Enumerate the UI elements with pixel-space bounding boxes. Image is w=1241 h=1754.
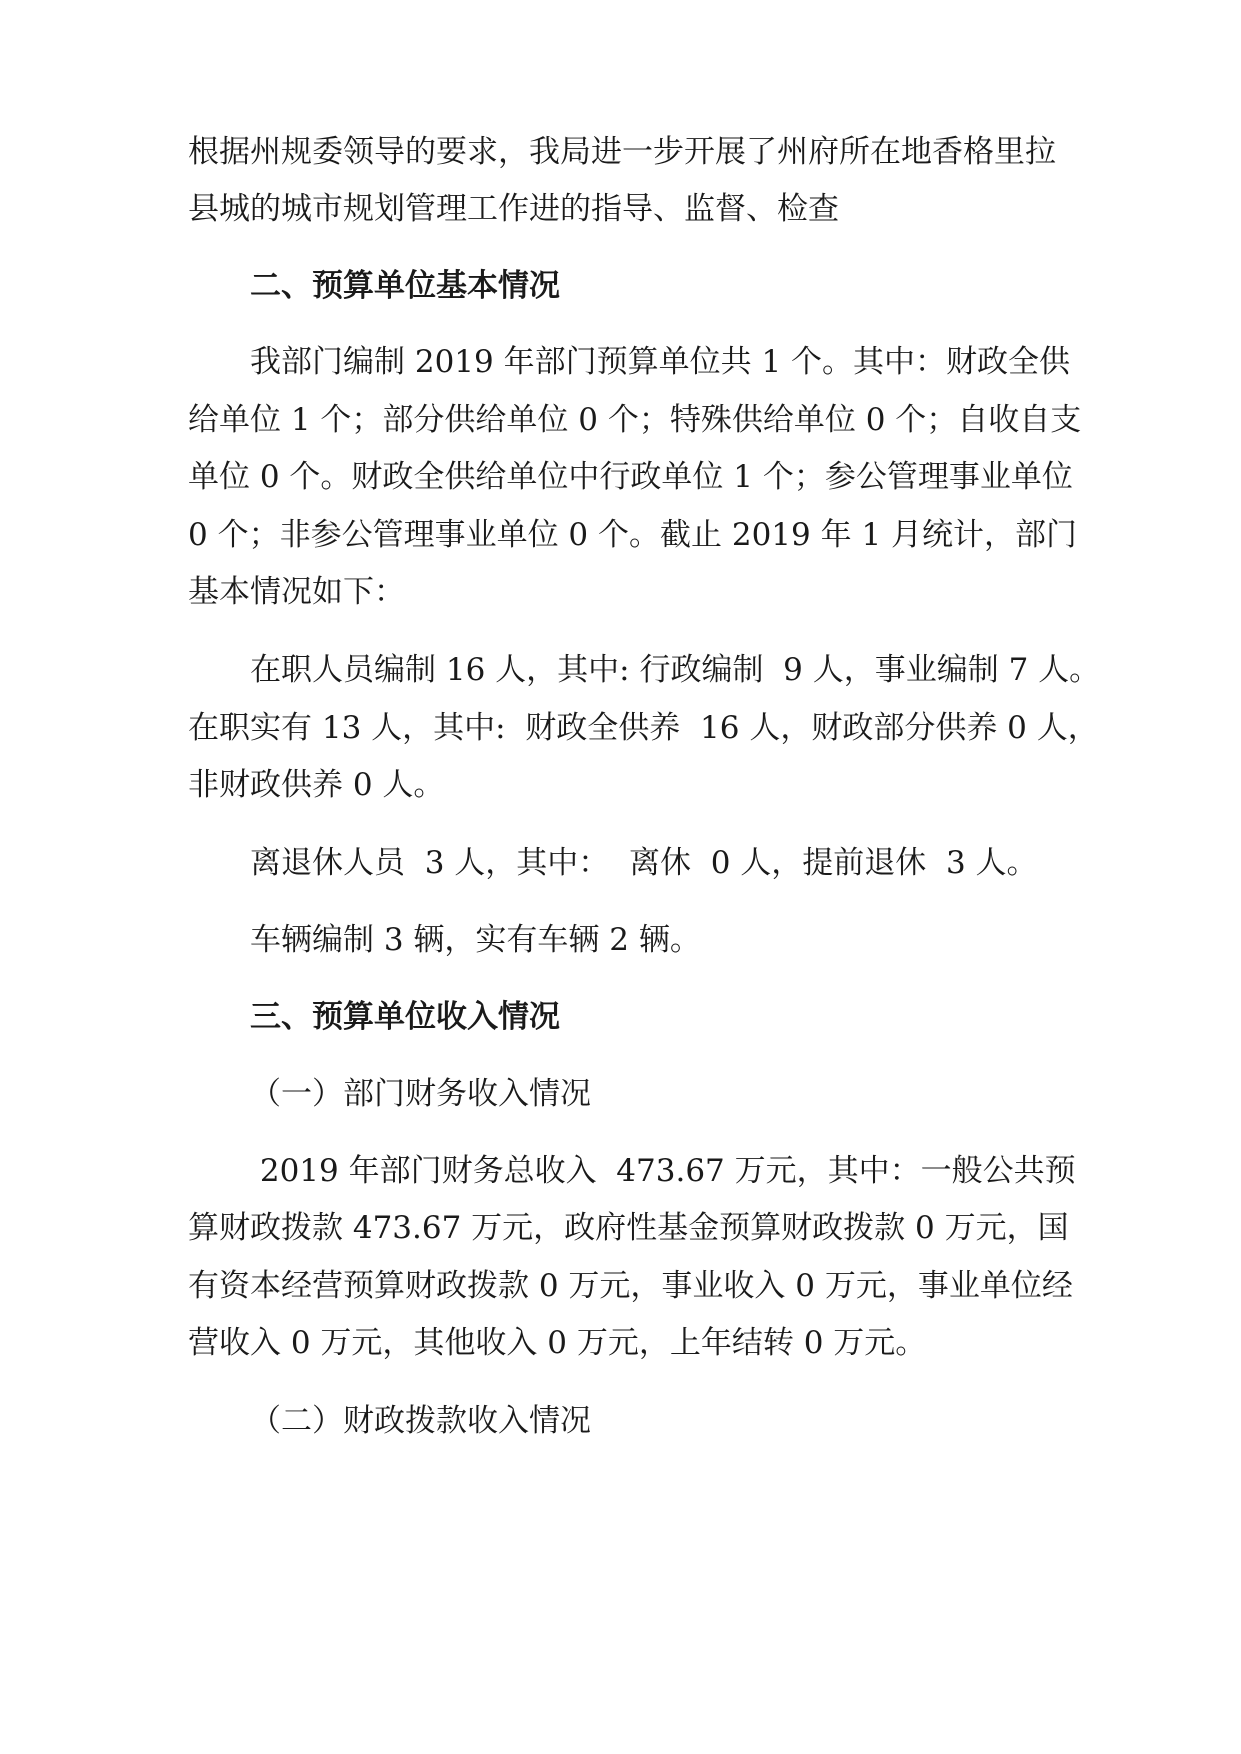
body-text-line: 非财政供养 0 人。 [188,767,445,803]
body-text-line: 给单位 1 个；部分供给单位 0 个；特殊供给单位 0 个；自收自支 [188,402,1082,438]
body-text-line: 0 个；非参公管理事业单位 0 个。截止 2019 年 1 月统计，部门 [188,517,1078,553]
body-text-line: 在职实有 13 人，其中: 财政全供养 16 人，财政部分供养 0 人， [188,710,1099,746]
body-text-line: 算财政拨款 473.67 万元，政府性基金预算财政拨款 0 万元，国 [188,1210,1069,1246]
body-text-line: 有资本经营预算财政拨款 0 万元，事业收入 0 万元，事业单位经 [188,1268,1073,1304]
body-text-line: 营收入 0 万元，其他收入 0 万元，上年结转 0 万元。 [188,1325,927,1361]
subsection-heading: （二）财政拨款收入情况 [250,1403,591,1439]
section-heading: 三、预算单位收入情况 [250,999,560,1035]
body-text-line: 我部门编制 2019 年部门预算单位共 1 个。其中：财政全供 [250,344,1071,380]
body-text-line: 县城的城市规划管理工作进的指导、监督、检查 [188,191,839,227]
body-text-line: 单位 0 个。财政全供给单位中行政单位 1 个；参公管理事业单位 [188,459,1073,495]
body-text-line: 离退休人员 3 人，其中： 离休 0 人，提前退休 3 人。 [250,845,1038,881]
body-text-line: 在职人员编制 16 人，其中: 行政编制 9 人，事业编制 7 人。 [250,652,1101,688]
body-text-line: 2019 年部门财务总收入 473.67 万元，其中：一般公共预 [250,1153,1076,1189]
body-text-line: 基本情况如下： [188,574,405,610]
body-text-line: 根据州规委领导的要求，我局进一步开展了州府所在地香格里拉 [188,134,1056,170]
section-heading: 二、预算单位基本情况 [250,268,560,304]
subsection-heading: （一）部门财务收入情况 [250,1076,591,1112]
body-text-line: 车辆编制 3 辆，实有车辆 2 辆。 [250,922,701,958]
